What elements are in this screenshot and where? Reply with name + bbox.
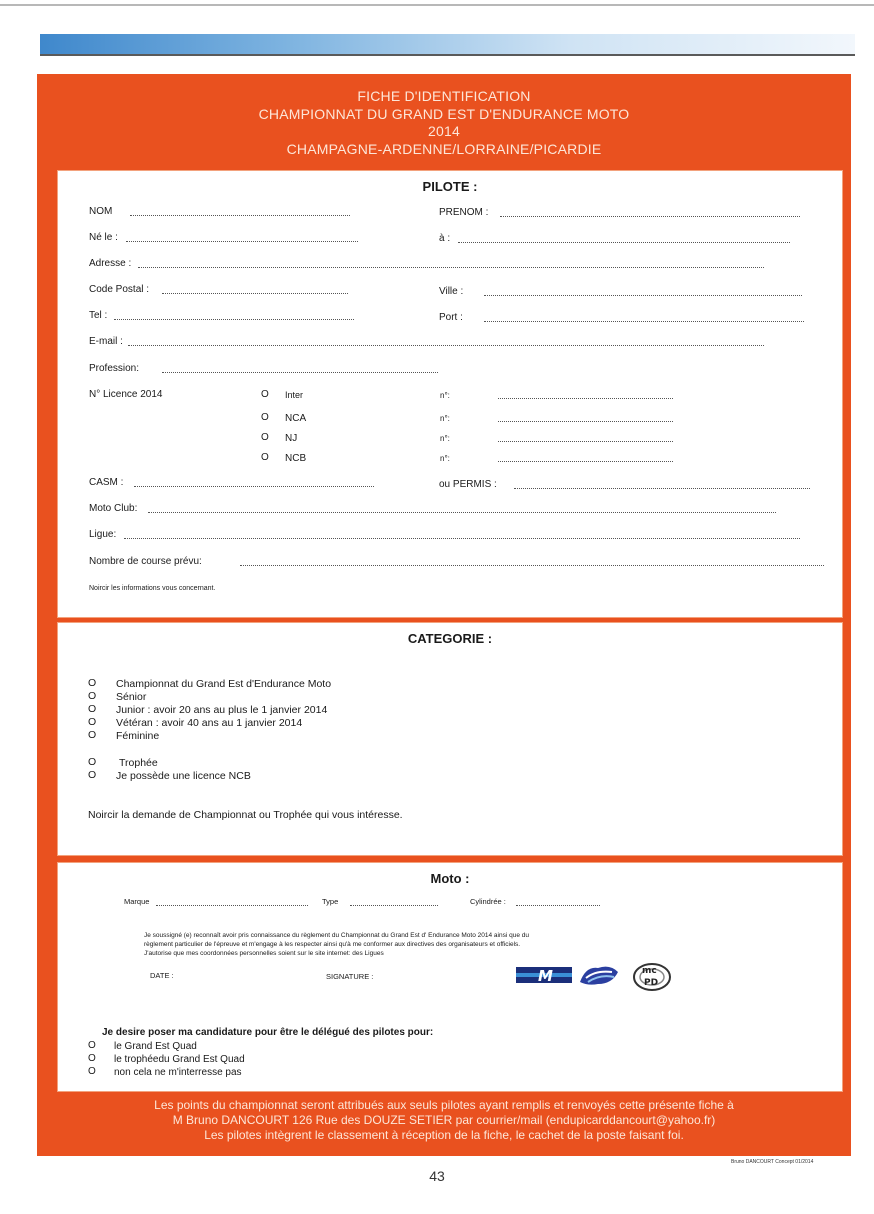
- moto-title: Moto :: [430, 871, 470, 886]
- radio-championnat[interactable]: O: [88, 677, 97, 689]
- radio-licence-ncb[interactable]: O: [88, 769, 97, 781]
- signature-label: SIGNATURE :: [326, 972, 374, 981]
- moto-club-field[interactable]: [148, 512, 776, 513]
- marque-field[interactable]: [156, 905, 308, 906]
- categorie-title: CATEGORIE :: [407, 631, 493, 646]
- pilote-section: [57, 170, 843, 618]
- header-line-3: 2014: [428, 123, 460, 139]
- top-rule: [0, 4, 874, 6]
- ligue-field[interactable]: [124, 538, 800, 539]
- email-label: E-mail :: [89, 336, 123, 347]
- categorie-option-trophee: Trophée: [119, 757, 158, 769]
- ufolep-moto-logo: [516, 964, 572, 986]
- profession-label: Profession:: [89, 363, 140, 374]
- radio-junior[interactable]: O: [88, 703, 97, 715]
- radio-veteran[interactable]: O: [88, 716, 97, 728]
- nom-field[interactable]: [130, 215, 350, 216]
- header-line-4: CHAMPAGNE-ARDENNE/LORRAINE/PICARDIE: [286, 140, 602, 157]
- lieu-naissance-field[interactable]: [458, 242, 790, 243]
- credit-text: Bruno DANCOURT Concept 01/2014: [731, 1159, 814, 1165]
- a-label: à :: [439, 233, 451, 244]
- licence-ncb-label: NCB: [285, 453, 307, 464]
- licence-inter-num-field[interactable]: [498, 398, 673, 399]
- pilote-note: Noircir les informations vous concernant.: [89, 585, 216, 592]
- header-line-1: FICHE D'IDENTIFICATION: [357, 88, 531, 104]
- licence-ncb-num-label: n°:: [440, 454, 450, 463]
- radio-feminine[interactable]: O: [88, 729, 97, 741]
- picardie-moto-logo: [630, 958, 674, 992]
- categorie-option-licence-ncb: Je possède une licence NCB: [116, 770, 251, 782]
- ville-label: Ville :: [439, 286, 464, 297]
- categorie-option-senior: Sénior: [116, 691, 147, 703]
- picardie-logo-letters-top: mc: [642, 966, 657, 976]
- ne-le-field[interactable]: [126, 241, 358, 242]
- page-number: 43: [429, 1168, 445, 1184]
- licence-label: N° Licence 2014: [89, 389, 163, 400]
- licence-nj-label: NJ: [285, 433, 298, 444]
- ville-field[interactable]: [484, 295, 802, 296]
- radio-trophee-quad[interactable]: O: [88, 1053, 96, 1064]
- type-label: Type: [322, 897, 339, 906]
- categorie-option-championnat: Championnat du Grand Est d'Endurance Moto: [116, 678, 332, 690]
- date-label: DATE :: [150, 971, 174, 980]
- radio-trophee[interactable]: O: [88, 756, 97, 768]
- casm-label: CASM :: [89, 477, 124, 488]
- footer-line-3: Les pilotes intègrent le classement à réception de la fiche, le cachet de la poste faisant foi.: [204, 1128, 684, 1142]
- licence-nca-num-field[interactable]: [498, 421, 673, 422]
- tel-label: Tel :: [89, 310, 108, 321]
- licence-inter-num-label: n°:: [440, 391, 450, 400]
- footer-line-2: M Bruno DANCOURT 126 Rue des DOUZE SETIER par courrier/mail (endupicarddancourt@yahoo.fr): [172, 1113, 716, 1127]
- categorie-option-junior: Junior : avoir 20 ans au plus le 1 janvier 2014: [116, 704, 328, 716]
- licence-inter-label: Inter: [285, 390, 304, 400]
- radio-nca[interactable]: O: [261, 412, 269, 423]
- declaration-line-2: règlement particulier de l'épreuve et m'engage à les respecter ainsi qu'à me conformer aux directives des organisateurs et officiels.: [144, 941, 521, 948]
- ligue-label: Ligue:: [89, 529, 117, 540]
- declaration-line-3: J'autorise que mes coordonnées personnelles soient sur le site internet: des Ligues: [144, 950, 384, 957]
- form-header: [37, 88, 851, 158]
- code-postal-field[interactable]: [162, 293, 348, 294]
- permis-label: ou PERMIS :: [439, 479, 497, 490]
- licence-nca-num-label: n°:: [440, 414, 450, 423]
- lorraine-moto-logo: [576, 962, 622, 988]
- ufolep-logo-letter: M: [538, 967, 553, 985]
- delegue-option-non-interesse: non cela ne m'interresse pas: [114, 1067, 242, 1078]
- radio-grand-est-quad[interactable]: O: [88, 1040, 96, 1051]
- email-field[interactable]: [128, 345, 764, 346]
- permis-field[interactable]: [514, 488, 810, 489]
- ne-le-label: Né le :: [89, 232, 118, 243]
- delegue-option-grand-est-quad: le Grand Est Quad: [114, 1041, 197, 1052]
- blue-header-bar: [40, 34, 855, 54]
- type-field[interactable]: [350, 905, 438, 906]
- casm-field[interactable]: [134, 486, 374, 487]
- licence-nj-num-field[interactable]: [498, 441, 673, 442]
- prenom-label: PRENOM :: [439, 207, 489, 218]
- delegue-option-trophee-quad: le trophéedu Grand Est Quad: [114, 1054, 245, 1065]
- delegue-title: Je desire poser ma candidature pour être le délégué des pilotes pour:: [102, 1027, 434, 1038]
- categorie-note: Noircir la demande de Championnat ou Trophée qui vous intéresse.: [88, 809, 403, 821]
- footer-line-1: Les points du championnat seront attribués aux seuls pilotes ayant remplis et renvoyés cette présente fiche à: [154, 1098, 734, 1112]
- radio-inter[interactable]: O: [261, 389, 269, 400]
- tel-field[interactable]: [114, 319, 354, 320]
- footer-notice: [37, 1098, 851, 1143]
- adresse-label: Adresse :: [89, 258, 132, 269]
- categorie-section: [57, 622, 843, 856]
- declaration-text: [144, 931, 529, 958]
- categorie-option-veteran: Vétéran : avoir 40 ans au 1 janvier 2014: [116, 717, 303, 729]
- radio-ncb[interactable]: O: [261, 452, 269, 463]
- radio-nj[interactable]: O: [261, 432, 269, 443]
- code-postal-label: Code Postal :: [89, 284, 150, 295]
- licence-ncb-num-field[interactable]: [498, 461, 673, 462]
- radio-non-interesse[interactable]: O: [88, 1066, 96, 1077]
- form-frame: [37, 74, 851, 1156]
- profession-field[interactable]: [162, 372, 438, 373]
- prenom-field[interactable]: [500, 216, 800, 217]
- declaration-line-1: Je soussigné (e) reconnaît avoir pris connaissance du règlement du Championnat du Grand Est d' Endurance Moto 2014 ainsi que du: [144, 932, 529, 939]
- nombre-course-label: Nombre de course prévu:: [89, 556, 202, 567]
- licence-nj-num-label: n°:: [440, 434, 450, 443]
- pilote-title: PILOTE :: [422, 179, 478, 194]
- licence-nca-label: NCA: [285, 413, 307, 424]
- radio-senior[interactable]: O: [88, 690, 97, 702]
- moto-club-label: Moto Club:: [89, 503, 138, 514]
- blue-bar-underline: [40, 54, 855, 56]
- nombre-course-field[interactable]: [240, 565, 824, 566]
- marque-label: Marque: [124, 897, 150, 906]
- cylindree-field[interactable]: [516, 905, 600, 906]
- picardie-logo-letters-bottom: PD: [644, 978, 659, 988]
- cylindree-label: Cylindrée :: [470, 897, 506, 906]
- moto-section: [57, 862, 843, 1092]
- categorie-option-feminine: Féminine: [116, 730, 160, 742]
- nom-label: NOM: [89, 206, 113, 217]
- port-field[interactable]: [484, 321, 804, 322]
- adresse-field[interactable]: [138, 267, 764, 268]
- port-label: Port :: [439, 312, 463, 323]
- header-line-2: CHAMPIONNAT DU GRAND EST D'ENDURANCE MOTO: [258, 105, 630, 122]
